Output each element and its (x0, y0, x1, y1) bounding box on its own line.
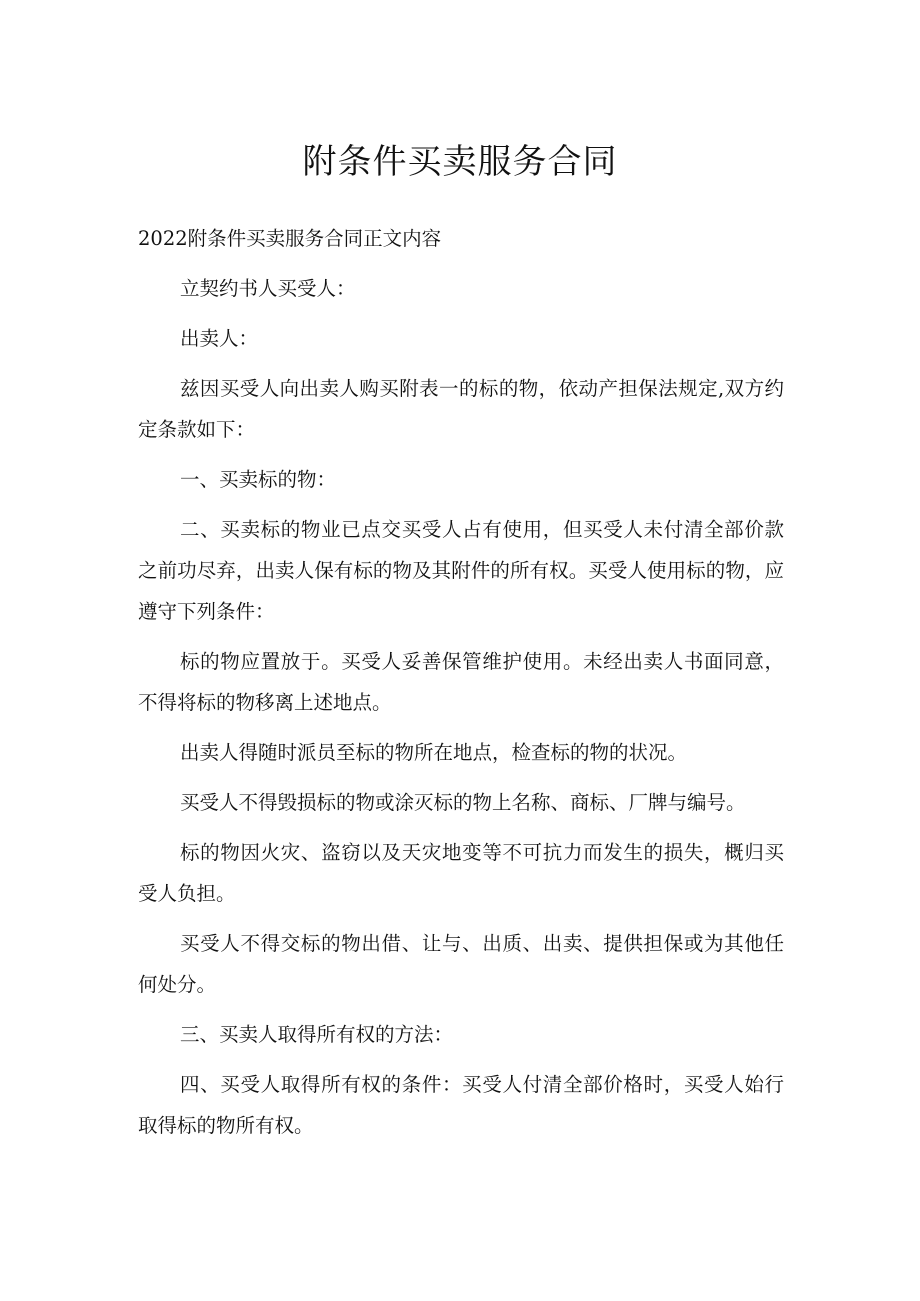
paragraph: 标的物应置放于。买受人妥善保管维护使用。未经出卖人书面同意，不得将标的物移离上述地点。 (138, 650, 784, 714)
paragraph: 标的物因火灾、盗窃以及天灾地变等不可抗力而发生的损失，概归买受人负担。 (138, 841, 784, 905)
paragraph: 立契约书人买受人： (180, 277, 356, 300)
paragraph: 三、买卖人取得所有权的方法： (180, 1023, 454, 1046)
paragraph: 兹因买受人向出卖人购买附表一的标的物，依动产担保法规定,双方约定条款如下： (138, 377, 784, 441)
document-body (138, 218, 784, 1155)
paragraph: 买受人不得毁损标的物或涂灭标的物上名称、商标、厂牌与编号。 (180, 791, 746, 814)
paragraph: 四、买受人取得所有权的条件：买受人付清全部价格时，买受人始行取得标的物所有权。 (138, 1073, 784, 1137)
document-subtitle: 2022附条件买卖服务合同正文内容 (138, 227, 442, 250)
paragraph: 二、买卖标的物业已点交买受人占有使用，但买受人未付清全部价款之前功尽弃，出卖人保有标的物及其附件的所有权。买受人使用标的物，应遵守下列条件： (138, 518, 784, 623)
paragraph: 买受人不得交标的物出借、让与、出质、出卖、提供担保或为其他任何处分。 (138, 932, 784, 996)
paragraph: 出卖人： (180, 327, 259, 350)
paragraph: 出卖人得随时派员至标的物所在地点，检查标的物的状况。 (180, 741, 688, 764)
paragraph: 一、买卖标的物： (180, 468, 337, 491)
document-title: 附条件买卖服务合同 (302, 142, 618, 182)
